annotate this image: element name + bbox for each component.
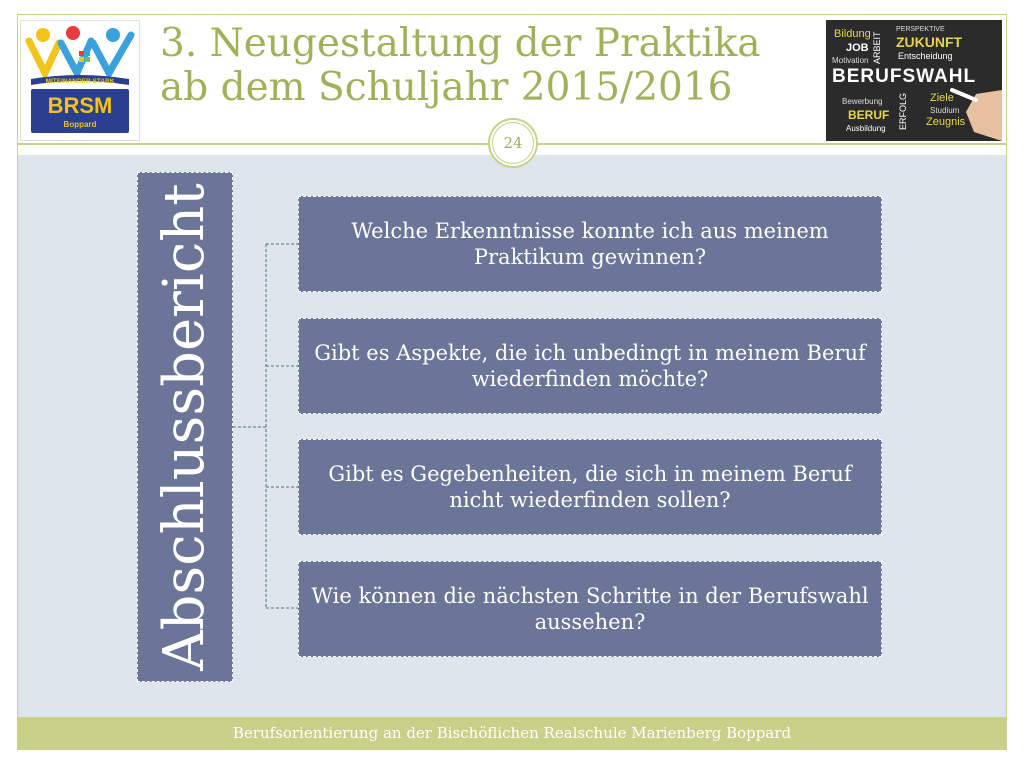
- diagram-item-4: [298, 561, 882, 657]
- school-logo-graphic: [21, 21, 139, 140]
- title-line-2: ab dem Schuljahr 2015/2016: [160, 65, 733, 110]
- chalk-word: PERSPEKTIVE: [896, 26, 945, 33]
- diagram-item-text: Gibt es Gegebenheiten, die sich in meinem Beruf nicht wiederfinden sollen?: [328, 462, 852, 512]
- logo-location: Boppard: [63, 120, 97, 129]
- chalk-word: ERFOLG: [898, 92, 908, 130]
- footer-text: Berufsorientierung an der Bischöflichen Realschule Marienberg Boppard: [232, 724, 792, 742]
- title-line-1: 3. Neugestaltung der Praktika: [160, 21, 761, 66]
- logo-tagline: MITEINANDER STARK: [45, 78, 115, 85]
- diagram-item-text: Gibt es Aspekte, die ich unbedingt in meinem Beruf wiederfinden möchte?: [314, 341, 866, 391]
- chalk-word: Studium: [930, 106, 960, 115]
- chalk-word: BERUF: [848, 108, 890, 122]
- chalk-word: Ausbildung: [846, 124, 886, 133]
- chalk-word: ARBEIT: [872, 31, 882, 64]
- page-number-ring: [492, 122, 534, 164]
- chalk-word: BERUFSWAHL: [832, 66, 977, 87]
- diagram-root-label: Abschlussbericht: [152, 183, 217, 671]
- chalk-word: Motivation: [832, 56, 869, 65]
- school-logo: [20, 20, 140, 141]
- page-number: 24: [503, 134, 523, 152]
- career-word-cloud-image: [826, 20, 1002, 141]
- chalk-word: Bildung: [834, 28, 871, 40]
- chalk-word: JOB: [846, 42, 869, 54]
- diagram-item-3: [298, 439, 882, 535]
- diagram-item-1: [298, 196, 882, 292]
- diagram-item-text: Welche Erkenntnisse konnte ich aus meinem Praktikum gewinnen?: [351, 219, 829, 269]
- hand-with-chalk: [826, 20, 1002, 141]
- diagram-connectors: [233, 172, 303, 612]
- chalk-word: ZUKUNFT: [896, 34, 963, 50]
- diagram-item-2: [298, 318, 882, 414]
- chalk-word: Bewerbung: [842, 97, 883, 106]
- chalk-word: Ziele: [930, 92, 954, 104]
- chalk-word: Zeugnis: [926, 116, 966, 128]
- chalk-word: Entscheidung: [898, 51, 953, 61]
- diagram-item-text: Wie können die nächsten Schritte in der Berufswahl aussehen?: [311, 584, 869, 634]
- logo-name: BRSM: [47, 93, 113, 118]
- page-title: [160, 22, 800, 110]
